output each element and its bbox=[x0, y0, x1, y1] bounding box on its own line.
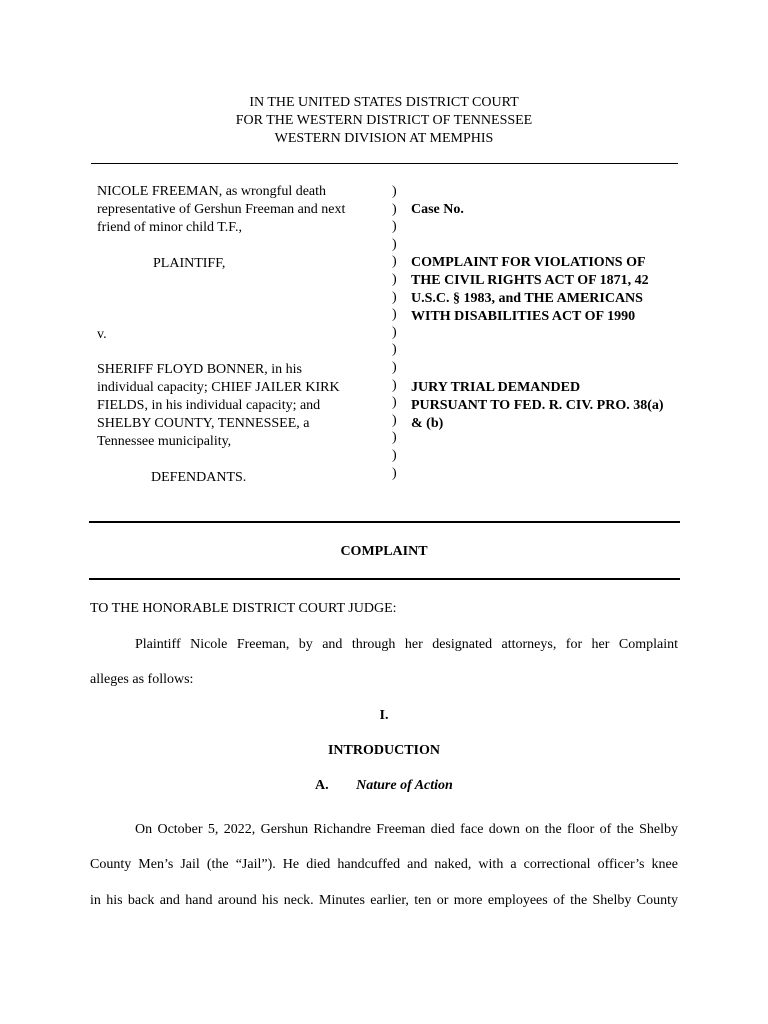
paren: ) bbox=[392, 430, 397, 446]
paren: ) bbox=[392, 359, 397, 375]
paren: ) bbox=[392, 236, 397, 252]
complaint-for-block bbox=[411, 254, 691, 326]
paren: ) bbox=[392, 201, 397, 217]
plaintiff-label: PLAINTIFF, bbox=[153, 256, 226, 271]
heading-divider bbox=[91, 163, 678, 164]
paren: ) bbox=[392, 395, 397, 411]
intro-line-1: Plaintiff Nicole Freeman, by and through her designated attorneys, for her Complaint bbox=[135, 637, 678, 652]
paren: ) bbox=[392, 254, 397, 270]
title-top-rule bbox=[89, 521, 680, 523]
section-number: I. bbox=[379, 708, 389, 723]
defendant-line: SHELBY COUNTY, TENNESSEE, a bbox=[97, 416, 310, 431]
jury-demand-block bbox=[411, 379, 691, 433]
plaintiff-line: friend of minor child T.F., bbox=[97, 220, 242, 235]
defendant-block bbox=[97, 361, 387, 451]
paren: ) bbox=[392, 412, 397, 428]
intro-paragraph bbox=[90, 636, 678, 654]
case-number-label: Case No. bbox=[411, 202, 464, 217]
complaint-for-line: WITH DISABILITIES ACT OF 1990 bbox=[411, 309, 636, 324]
title-bottom-rule bbox=[89, 578, 680, 580]
caption-parentheses bbox=[392, 183, 404, 482]
complaint-for-line: COMPLAINT FOR VIOLATIONS OF bbox=[411, 255, 646, 270]
plaintiff-line: representative of Gershun Freeman and next bbox=[97, 202, 346, 217]
body-line: On October 5, 2022, Gershun Richandre Freeman died face down on the floor of the Shelby bbox=[135, 822, 678, 837]
plaintiff-line: NICOLE FREEMAN, as wrongful death bbox=[97, 184, 327, 199]
section-title: INTRODUCTION bbox=[327, 743, 440, 758]
paren: ) bbox=[392, 342, 397, 358]
court-line-2: FOR THE WESTERN DISTRICT OF TENNESSEE bbox=[235, 113, 533, 128]
plaintiff-block bbox=[97, 183, 387, 237]
intro-line-2: alleges as follows: bbox=[90, 672, 194, 687]
jury-line: & (b) bbox=[411, 416, 444, 431]
paren: ) bbox=[392, 184, 397, 199]
body-line: County Men’s Jail (the “Jail”). He died handcuffed and naked, with a correctional officer’s knee bbox=[90, 857, 678, 873]
defendant-line: SHERIFF FLOYD BONNER, in his bbox=[97, 362, 302, 377]
body-paragraph bbox=[90, 812, 678, 918]
salutation: TO THE HONORABLE DISTRICT COURT JUDGE: bbox=[90, 601, 397, 616]
paren: ) bbox=[392, 219, 397, 235]
defendant-line: Tennessee municipality, bbox=[97, 434, 232, 449]
paren: ) bbox=[392, 289, 397, 305]
complaint-for-line: U.S.C. § 1983, and THE AMERICANS bbox=[411, 291, 643, 306]
paren: ) bbox=[392, 271, 397, 287]
defendant-label: DEFENDANTS. bbox=[151, 470, 247, 485]
complaint-for-line: THE CIVIL RIGHTS ACT OF 1871, 42 bbox=[411, 273, 649, 288]
paren: ) bbox=[392, 447, 397, 463]
court-line-3: WESTERN DIVISION AT MEMPHIS bbox=[274, 131, 494, 146]
defendant-line: individual capacity; CHIEF JAILER KIRK bbox=[97, 380, 340, 395]
paren: ) bbox=[392, 377, 397, 393]
defendant-line: FIELDS, in his individual capacity; and bbox=[97, 398, 321, 413]
subsection-heading bbox=[315, 777, 453, 795]
jury-line: PURSUANT TO FED. R. CIV. PRO. 38(a) bbox=[411, 398, 664, 413]
body-line: in his back and hand around his neck. Minutes earlier, ten or more employees of the Shelby County bbox=[90, 892, 678, 908]
paren: ) bbox=[392, 307, 397, 323]
court-heading bbox=[0, 94, 768, 148]
versus-label: v. bbox=[97, 327, 107, 342]
subsection-title: Nature of Action bbox=[356, 778, 453, 793]
document-title: COMPLAINT bbox=[340, 544, 428, 559]
court-line-1: IN THE UNITED STATES DISTRICT COURT bbox=[249, 95, 519, 110]
jury-line: JURY TRIAL DEMANDED bbox=[411, 380, 581, 395]
paren: ) bbox=[392, 465, 397, 481]
subsection-letter: A. bbox=[315, 778, 329, 793]
paren: ) bbox=[392, 324, 397, 340]
